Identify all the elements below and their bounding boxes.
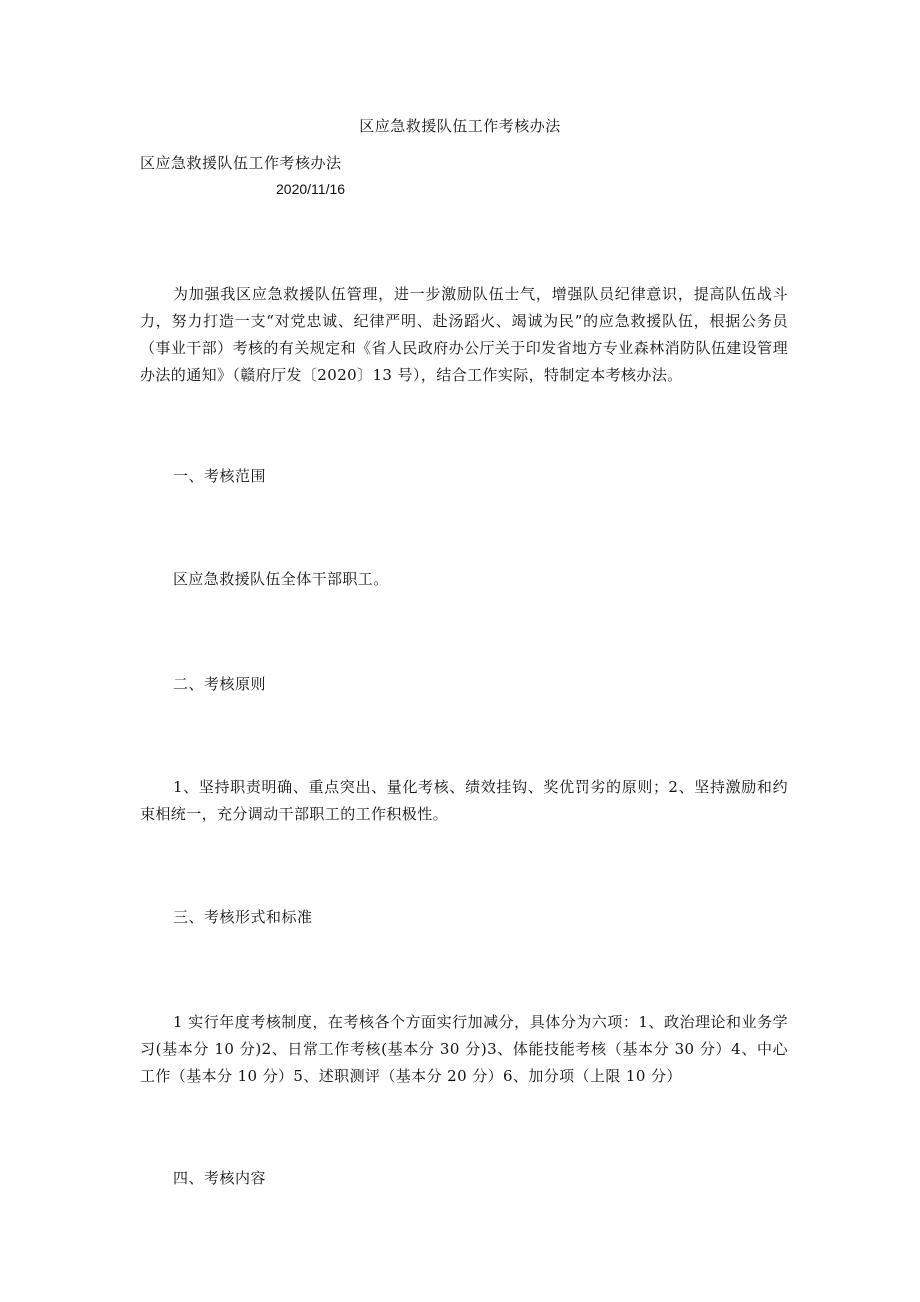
section-heading-principles: 二、考核原则: [173, 675, 267, 693]
document-title: 区应急救援队伍工作考核办法: [359, 117, 561, 135]
section-body-principles: 1、坚持职责明确、重点突出、量化考核、绩效挂钩、奖优罚劣的原则；2、坚持激励和约束相统一，充分调动干部职工的工作积极性。: [140, 778, 788, 823]
section-heading-content: 四、考核内容: [173, 1169, 267, 1187]
document-subtitle: 区应急救援队伍工作考核办法: [140, 154, 342, 172]
section-body-scope: 区应急救援队伍全体干部职工。: [173, 570, 389, 588]
section-heading-form-standards: 三、考核形式和标准: [173, 908, 313, 926]
section-heading-scope: 一、考核范围: [173, 467, 267, 485]
section-body-form-standards: 1 实行年度考核制度，在考核各个方面实行加减分，具体分为六项：1、政治理论和业务学习(基本分 10 分)2、日常工作考核(基本分 30 分)3、体能技能考核（基本分 30 分）4、中心工作（基本分 10 分）5、述职测评（基本分 20 分）6、加分项（上限 10 分）: [140, 1013, 788, 1085]
document-date: 2020/11/16: [276, 181, 346, 197]
intro-paragraph: 为加强我区应急救援队伍管理，进一步激励队伍士气，增强队员纪律意识，提高队伍战斗力，努力打造一支“对党忠诚、纪律严明、赴汤蹈火、竭诚为民”的应急救援队伍，根据公务员（事业干部）考核的有关规定和《省人民政府办公厅关于印发省地方专业森林消防队伍建设管理办法的通知》（赣府厅发〔2020〕13 号），结合工作实际，特制定本考核办法。: [140, 285, 788, 384]
